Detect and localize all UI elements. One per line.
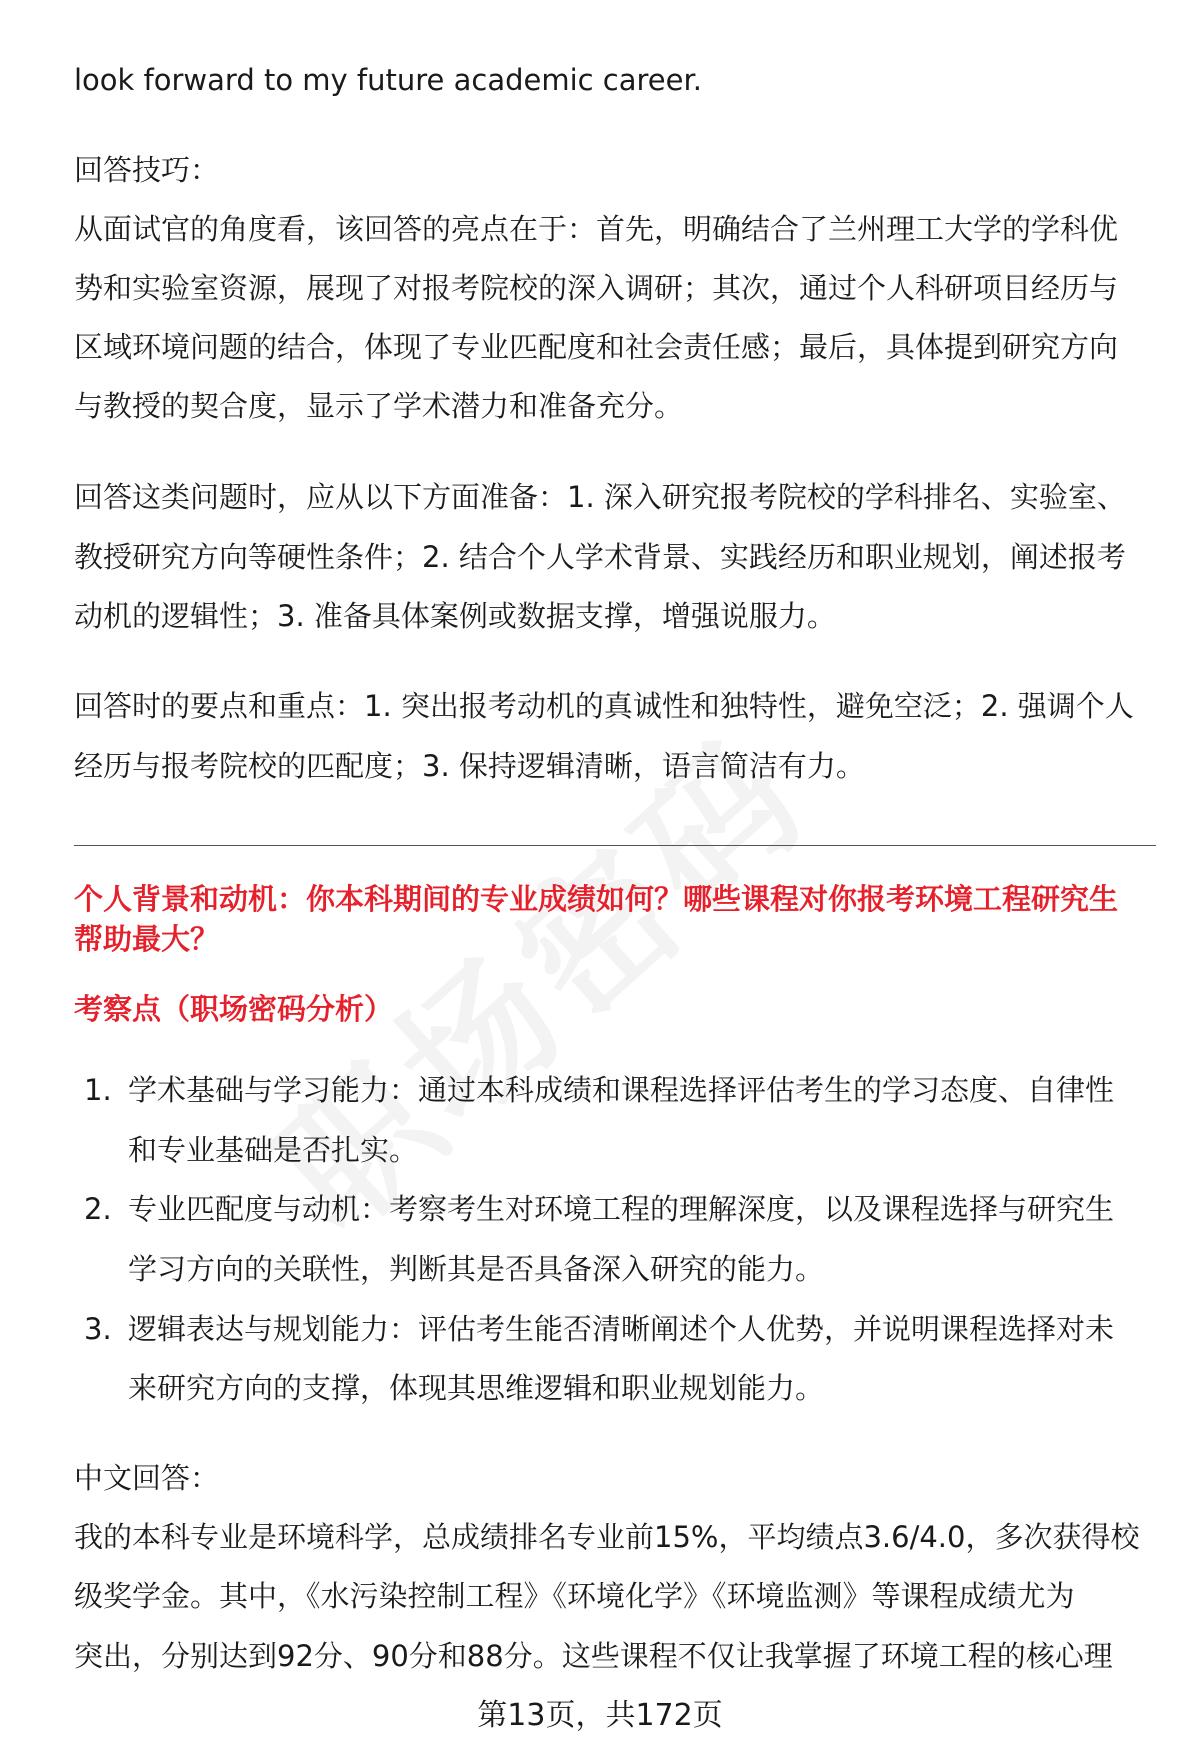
tips-para3-line: 回答时的要点和重点：1. 突出报考动机的真诚性和独特性，避免空泛；2. 强调个人 [74,689,1134,723]
tips-para1-line: 区域环境问题的结合，体现了专业匹配度和社会责任感；最后，具体提到研究方向 [74,330,1119,364]
list-item-line: 逻辑表达与规划能力：评估考生能否清晰阐述个人优势，并说明课程选择对未 [128,1312,1115,1346]
tips-para3-line: 经历与报考院校的匹配度；3. 保持逻辑清晰，语言简洁有力。 [74,749,865,783]
answer-label: 中文回答： [74,1461,220,1495]
tips-para2-line: 回答这类问题时，应从以下方面准备：1. 深入研究报考院校的学科排名、实验室、 [74,480,1126,514]
answer-line: 突出，分别达到92分、90分和88分。这些课程不仅让我掌握了环境工程的核心理 [74,1639,1113,1673]
list-item-line: 学习方向的关联性，判断其是否具备深入研究的能力。 [128,1252,825,1286]
list-item-line: 学术基础与学习能力：通过本科成绩和课程选择评估考生的学习态度、自律性 [128,1073,1115,1107]
list-item-line: 专业匹配度与动机：考察考生对环境工程的理解深度，以及课程选择与研究生 [128,1192,1115,1226]
question-heading-line: 帮助最大？ [74,922,220,956]
list-number: 3. [84,1312,112,1346]
tips-para1-line: 从面试官的角度看，该回答的亮点在于：首先，明确结合了兰州理工大学的学科优 [74,212,1119,246]
intro-line: look forward to my future academic career. [74,63,702,97]
answer-line: 我的本科专业是环境科学，总成绩排名专业前15%，平均绩点3.6/4.0，多次获得校 [74,1520,1140,1554]
list-number: 1. [84,1073,112,1107]
section-divider [74,845,1156,846]
question-heading-line: 个人背景和动机：你本科期间的专业成绩如何？哪些课程对你报考环境工程研究生 [74,882,1119,916]
tips-para2-line: 动机的逻辑性；3. 准备具体案例或数据支撑，增强说服力。 [74,599,836,633]
tips-label: 回答技巧： [74,153,220,187]
list-item-line: 和专业基础是否扎实。 [128,1133,419,1167]
answer-line: 级奖学金。其中，《水污染控制工程》《环境化学》《环境监测》等课程成绩尤为 [74,1579,1075,1613]
list-number: 2. [84,1192,112,1226]
list-item-line: 来研究方向的支撑，体现其思维逻辑和职业规划能力。 [128,1371,825,1405]
page-number-footer: 第13页，共172页 [477,1698,723,1733]
tips-para1-line: 势和实验室资源，展现了对报考院校的深入调研；其次，通过个人科研项目经历与 [74,271,1119,305]
analysis-heading: 考察点（职场密码分析） [74,992,394,1026]
tips-para2-line: 教授研究方向等硬性条件；2. 结合个人学术背景、实践经历和职业规划，阐述报考 [74,540,1126,574]
tips-para1-line: 与教授的契合度，显示了学术潜力和准备充分。 [74,389,684,423]
